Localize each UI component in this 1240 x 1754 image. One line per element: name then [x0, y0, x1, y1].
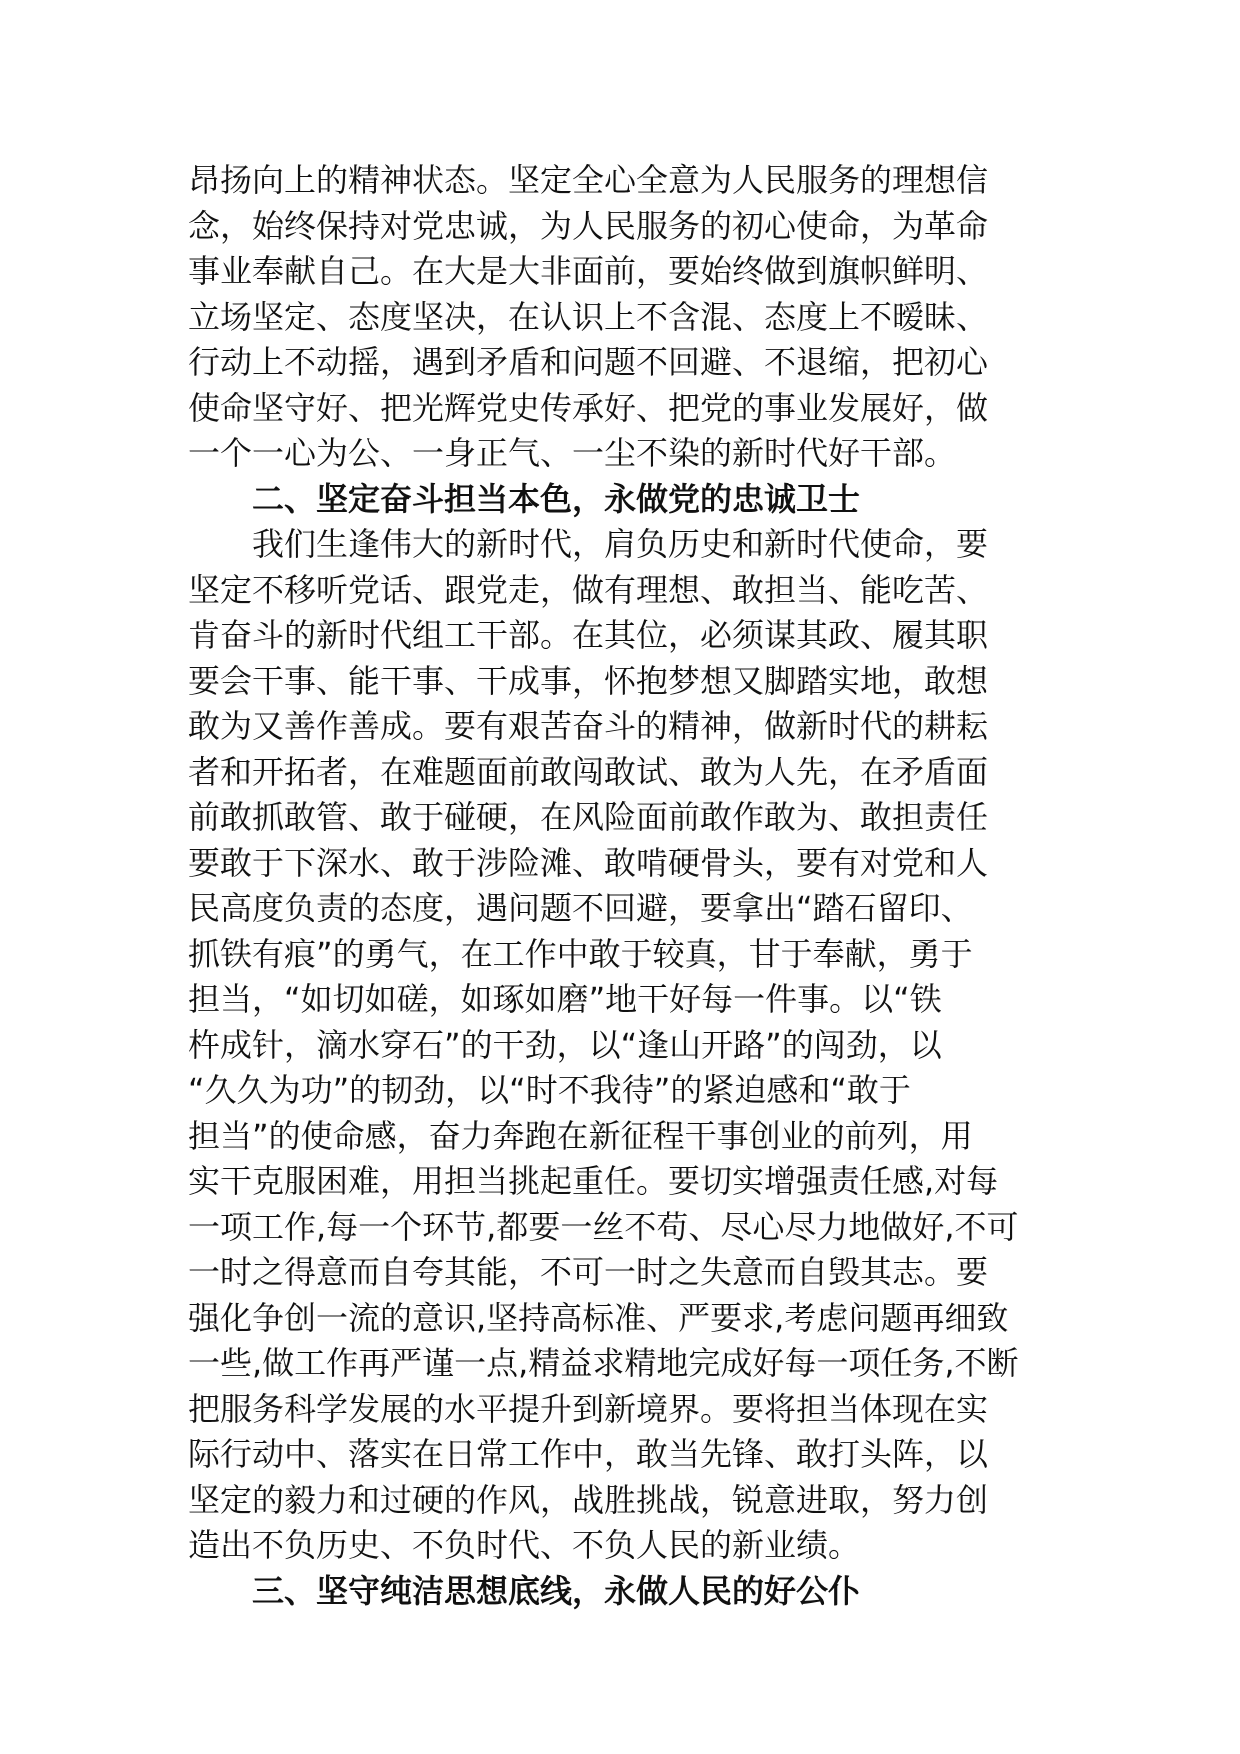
paragraph-line: 敢为又善作善成。要有艰苦奋斗的精神，做新时代的耕耘 — [188, 707, 989, 745]
paragraph-line: 担当，“如切如磋，如琢如磨”地干好每一件事。以“铁 — [188, 980, 942, 1018]
paragraph-line: 一个一心为公、一身正气、一尘不染的新时代好干部。 — [188, 434, 957, 472]
paragraph-line: “久久为功”的韧劲，以“时不我待”的紧迫感和“敢于 — [188, 1071, 911, 1109]
section-heading: 三、坚守纯洁思想底线，永做人民的好公仆 — [252, 1571, 861, 1610]
paragraph-line: 一项工作,每一个环节,都要一丝不苟、尽心尽力地做好,不可 — [188, 1207, 1019, 1246]
paragraph-line: 使命坚守好、把光辉党史传承好、把党的事业发展好，做 — [188, 388, 989, 427]
paragraph-line: 一些,做工作再严谨一点,精益求精地完成好每一项任务,不断 — [188, 1344, 1019, 1382]
paragraph-line: 际行动中、落实在日常工作中，敢当先锋、敢打头阵，以 — [188, 1435, 989, 1473]
paragraph-line: 造出不负历史、不负时代、不负人民的新业绩。 — [188, 1526, 861, 1564]
document-body — [188, 158, 1058, 1614]
paragraph-line: 事业奉献自己。在大是大非面前，要始终做到旗帜鲜明、 — [188, 252, 989, 290]
paragraph-line: 实干克服困难，用担当挑起重任。要切实增强责任感,对每 — [188, 1162, 999, 1200]
paragraph-line: 肯奋斗的新时代组工干部。在其位，必须谋其政、履其职 — [188, 616, 989, 654]
paragraph-line: 强化争创一流的意识,坚持高标准、严要求,考虑问题再细致 — [188, 1298, 1009, 1337]
paragraph-line: 行动上不动摇，遇到矛盾和问题不回避、不退缩，把初心 — [188, 343, 989, 381]
paragraph-line: 一时之得意而自夸其能，不可一时之失意而自毁其志。要 — [188, 1253, 989, 1291]
paragraph-line: 立场坚定、态度坚决，在认识上不含混、态度上不暧昧、 — [188, 297, 989, 336]
paragraph-line: 前敢抓敢管、敢于碰硬，在风险面前敢作敢为、敢担责任 — [188, 798, 989, 836]
paragraph-line: 坚定的毅力和过硬的作风，战胜挑战，锐意进取，努力创 — [188, 1480, 989, 1519]
paragraph-line: 民高度负责的态度，遇问题不回避，要拿出“踏石留印、 — [188, 889, 973, 927]
paragraph-line: 我们生逢伟大的新时代，肩负历史和新时代使命，要 — [252, 525, 989, 563]
paragraph-line: 抓铁有痕”的勇气，在工作中敢于较真，甘于奉献，勇于 — [188, 934, 973, 973]
section-heading: 二、坚定奋斗担当本色，永做党的忠诚卫士 — [252, 479, 861, 518]
paragraph-line: 要敢于下深水、敢于涉险滩、敢啃硬骨头，要有对党和人 — [188, 843, 989, 882]
paragraph-line: 要会干事、能干事、干成事，怀抱梦想又脚踏实地，敢想 — [188, 661, 989, 700]
paragraph-line: 担当”的使命感，奋力奔跑在新征程干事创业的前列，用 — [188, 1116, 973, 1155]
paragraph-line: 者和开拓者，在难题面前敢闯敢试、敢为人先，在矛盾面 — [188, 752, 989, 791]
paragraph-line: 昂扬向上的精神状态。坚定全心全意为人民服务的理想信 — [188, 161, 989, 199]
paragraph-line: 杵成针，滴水穿石”的干劲，以“逢山开路”的闯劲，以 — [188, 1025, 942, 1064]
paragraph-line: 坚定不移听党话、跟党走，做有理想、敢担当、能吃苦、 — [188, 570, 989, 609]
paragraph-line: 念，始终保持对党忠诚，为人民服务的初心使命，为革命 — [188, 206, 989, 245]
paragraph-line: 把服务科学发展的水平提升到新境界。要将担当体现在实 — [188, 1389, 989, 1428]
